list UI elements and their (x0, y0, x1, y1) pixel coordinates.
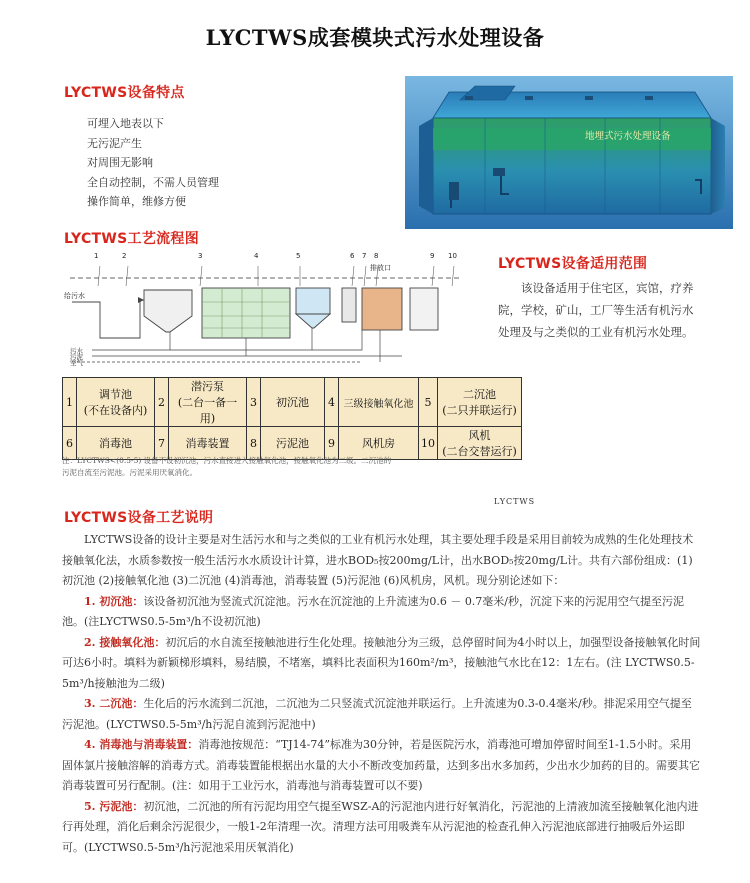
outlet-label: 排放口 (370, 264, 391, 272)
table-cell-num: 6 (63, 427, 77, 460)
flow-number-5: 5 (296, 252, 301, 260)
section-text: 初沉后的水自流至接触池进行生化处理。接触池分为三级，总停留时间为4小时以上，加强型设备接触氧化时间可达6小时。填料为新颖梯形填料，易结膜，不堵塞，填料比表面积为160m²/m³，接触池气水比在12：1左右。(注 LYCTWS0.5-5m³/h接触池为二级) (62, 635, 701, 690)
feature-item: 操作简单，维修方便 (87, 195, 186, 208)
process-section (62, 694, 702, 735)
process-section (62, 592, 702, 633)
section-text: 消毒池按规范：“TJ14-74”标准为30分钟，若是医院污水，消毒池可增加停留时间至1-1.5小时。采用固体氯片接触溶解的消毒方式。消毒装置能根据出水量的大小不断改变加药量，达到多出水多加药，少出水少加药的目的。需要其它消毒装置可另行配制。(注：如用于工业污水，消毒池与消毒装置可以不要) (62, 738, 700, 792)
scope-text: 该设备适用于住宅区，宾馆，疗养院，学校，矿山，工厂等生活有机污水处理及与之类似的工业有机污水处理。 (498, 281, 694, 339)
process-body (62, 530, 702, 858)
scope-heading: LYCTWS设备适用范围 (498, 256, 648, 272)
table-cell-num: 1 (63, 378, 77, 427)
table-cell-num: 7 (155, 427, 169, 460)
note-line: 注：LYCTWS<(0.5-5) 设备不设初沉池，污水直接进入接触氧化池，接触氧化池为二级。二沉池的 (62, 456, 392, 465)
feature-item: 对周围无影响 (87, 156, 153, 169)
table-cell-name: 二沉池 (二只并联运行) (438, 378, 522, 427)
page-title: LYCTWS成套模块式污水处理设备 (205, 25, 545, 50)
brand-tag: LYCTWS (494, 497, 536, 506)
table-cell-name: 污泥池 (261, 427, 325, 460)
table-note (62, 455, 502, 479)
table-row (63, 378, 522, 427)
table-cell-num: 9 (325, 427, 339, 460)
table-cell-name: 消毒池 (77, 427, 155, 460)
flow-number-9: 9 (430, 252, 435, 260)
photo-label: 地埋式污水处理设备 (585, 131, 671, 142)
equipment-photo (405, 76, 733, 229)
table-cell-num: 4 (325, 378, 339, 427)
flow-number-7: 7 (362, 252, 367, 260)
feature-item: 全自动控制，不需人员管理 (87, 175, 219, 189)
process-section (62, 735, 702, 797)
flow-number-10: 10 (448, 252, 457, 260)
section-label: 1. 初沉池： (84, 594, 144, 608)
note-line: 污泥自流至污泥池。污泥采用厌氧消化。 (62, 468, 197, 477)
line-label-sludge: 污泥 (70, 353, 83, 361)
line-label-air: 空气 (70, 359, 83, 367)
process-heading: LYCTWS设备工艺说明 (64, 510, 214, 526)
section-label: 3. 二沉池： (84, 697, 144, 710)
table-cell-name: 风机 (二台交替运行) (438, 427, 522, 460)
features-heading: LYCTWS设备特点 (64, 85, 185, 101)
section-text: 该设备初沉池为竖流式沉淀池。污水在沉淀池的上升流速为0.6 － 0.7毫米/秒，沉淀下来的污泥用空气提至污泥池。(注LYCTWS0.5-5m³/h不设初沉池) (62, 594, 685, 628)
flow-number-1: 1 (94, 252, 99, 260)
process-intro: LYCTWS设备的设计主要是对生活污水和与之类似的工业有机污水处理，其主要处理手段是采用目前较为成熟的生化处理技术接触氧化法，水质参数按一般生活污水水质设计计算，进水BOD₅按200mg/L计，出水BOD₅按20mg/L计。共有六部份组成：(1)初沉池 (2)接触氧化池 (3)二沉池 (4)消毒池，消毒装置 (5)污泥池 (6)风机房，风机。现分别论述如下： (62, 533, 694, 587)
table-cell-name: 三级接触氧化池 (339, 378, 419, 427)
table-cell-name: 调节池 (不在设备内) (77, 378, 155, 427)
flow-number-8: 8 (374, 252, 379, 260)
table-cell-name: 初沉池 (261, 378, 325, 427)
flow-diagram-svg (62, 250, 470, 372)
section-text: 生化后的污水流到二沉池，二沉池为二只竖流式沉淀池并联运行。上升流速为0.3-0.4毫米/秒。排泥采用空气提至污泥池。(LYCTWS0.5-5m³/h污泥自流到污泥池中) (62, 697, 692, 731)
flow-number-6: 6 (350, 252, 355, 260)
section-text: 初沉池，二沉池的所有污泥均用空气提至WSZ-A的污泥池内进行好氧消化，污泥池的上清液加流至接触氧化池内进行再处理，消化后剩余污泥很少，一般1-2年清理一次。清理方法可用吸粪车从污泥池的检查孔伸入污泥池底部进行抽吸后外运即可。(LYCTWS0.5-5m³/h污泥池采用厌氧消化) (62, 799, 699, 854)
equipment-illustration (405, 76, 733, 229)
section-label: 5. 污泥池： (84, 799, 144, 813)
process-section (62, 797, 702, 859)
flow-number-3: 3 (198, 252, 203, 260)
table-cell-num: 10 (419, 427, 438, 460)
feature-item: 无污泥产生 (87, 136, 142, 150)
table-cell-name: 风机房 (339, 427, 419, 460)
table-cell-num: 8 (247, 427, 261, 460)
component-legend-table (62, 377, 522, 460)
section-label: 4. 消毒池与消毒装置： (84, 738, 199, 751)
features-list (87, 114, 219, 212)
process-flow-diagram (62, 250, 470, 372)
inflow-label: 给污水 (64, 292, 85, 300)
table-cell-name: 消毒装置 (169, 427, 247, 460)
table-cell-num: 3 (247, 378, 261, 427)
line-label-sewage: 污水 (70, 347, 83, 355)
section-label: 2. 接触氧化池： (84, 635, 166, 649)
flow-number-2: 2 (122, 252, 127, 260)
table-cell-num: 5 (419, 378, 438, 427)
flow-number-4: 4 (254, 252, 259, 260)
table-cell-name: 潜污泵 (二台一备一用) (169, 378, 247, 427)
table-cell-num: 2 (155, 378, 169, 427)
process-section (62, 633, 702, 695)
flow-heading: LYCTWS工艺流程图 (64, 231, 200, 247)
feature-item: 可埋入地表以下 (87, 117, 164, 130)
